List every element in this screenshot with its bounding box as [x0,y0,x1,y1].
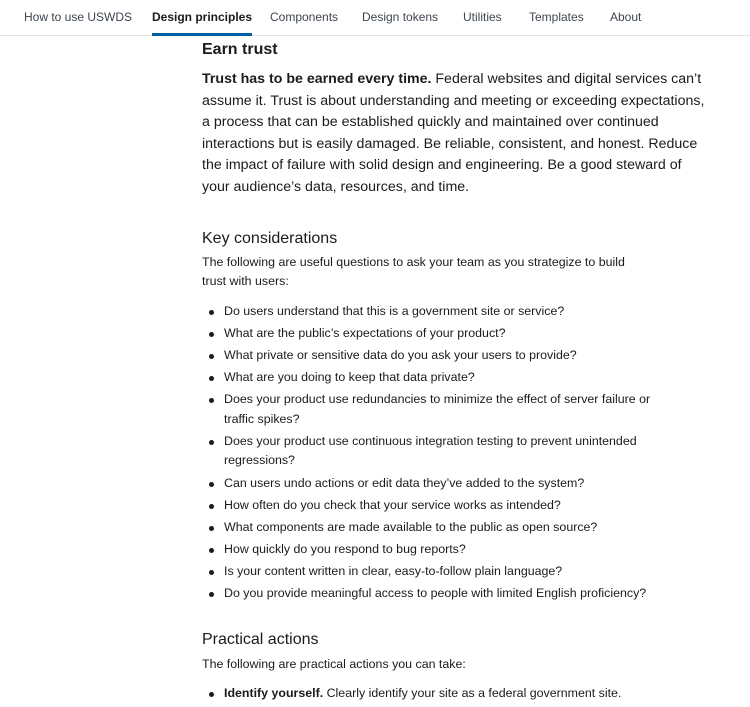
nav-item-templates[interactable]: Templates [529,10,584,24]
practical-actions-list [202,684,672,706]
lead-strong: Trust has to be earned every time. [202,71,432,87]
key-considerations-heading: Key considerations [202,230,338,247]
list-item: What are the public’s expectations of your product? [202,324,672,344]
list-item: Does your product use continuous integration testing to prevent unintended regressions? [202,432,672,471]
top-navigation [0,0,750,36]
list-item: Is your content written in clear, easy-to-follow plain language? [202,562,672,582]
lead-paragraph [202,69,707,198]
nav-item-design-tokens[interactable]: Design tokens [362,10,439,24]
action-text: Clearly identify your site as a federal government site. [323,686,622,700]
key-considerations-list [202,302,672,606]
list-item: What private or sensitive data do you ask your users to provide? [202,346,672,366]
nav-item-design-principles[interactable]: Design principles [152,0,252,35]
practical-actions-intro: The following are practical actions you can take: [202,657,466,671]
nav-item-components[interactable]: Components [270,10,339,24]
action-strong: Identify yourself. [224,686,324,700]
section-title: Earn trust [202,41,278,58]
list-item: Do users understand that this is a government site or service? [202,302,672,322]
nav-item-utilities[interactable]: Utilities [463,10,502,24]
list-item: Do you provide meaningful access to people with limited English proficiency? [202,584,672,604]
key-considerations-intro: The following are useful questions to ask your team as you strategize to build trust with users: [202,255,625,288]
practical-actions-heading: Practical actions [202,631,319,648]
list-item: Can users undo actions or edit data they’ve added to the system? [202,474,672,494]
list-item: Does your product use redundancies to minimize the effect of server failure or traffic spikes? [202,390,672,429]
list-item: How often do you check that your service works as intended? [202,496,672,516]
list-item [202,684,672,704]
list-item: What are you doing to keep that data private? [202,368,672,388]
list-item: How quickly do you respond to bug reports? [202,540,672,560]
list-item: What components are made available to the public as open source? [202,518,672,538]
nav-item-how-to-use-uswds[interactable]: How to use USWDS [24,10,133,24]
lead-text: Federal websites and digital services can’t assume it. Trust is about understanding and meeting or exceeding expectations, a process that can be established quickly and maintained over continued interactions but is easily damaged. Be reliable, consistent, and honest. Reduce the impact of failure with solid design and engineering. Be a good steward of your audience’s data, resources, and time. [202,71,705,195]
nav-item-about[interactable]: About [610,10,642,24]
